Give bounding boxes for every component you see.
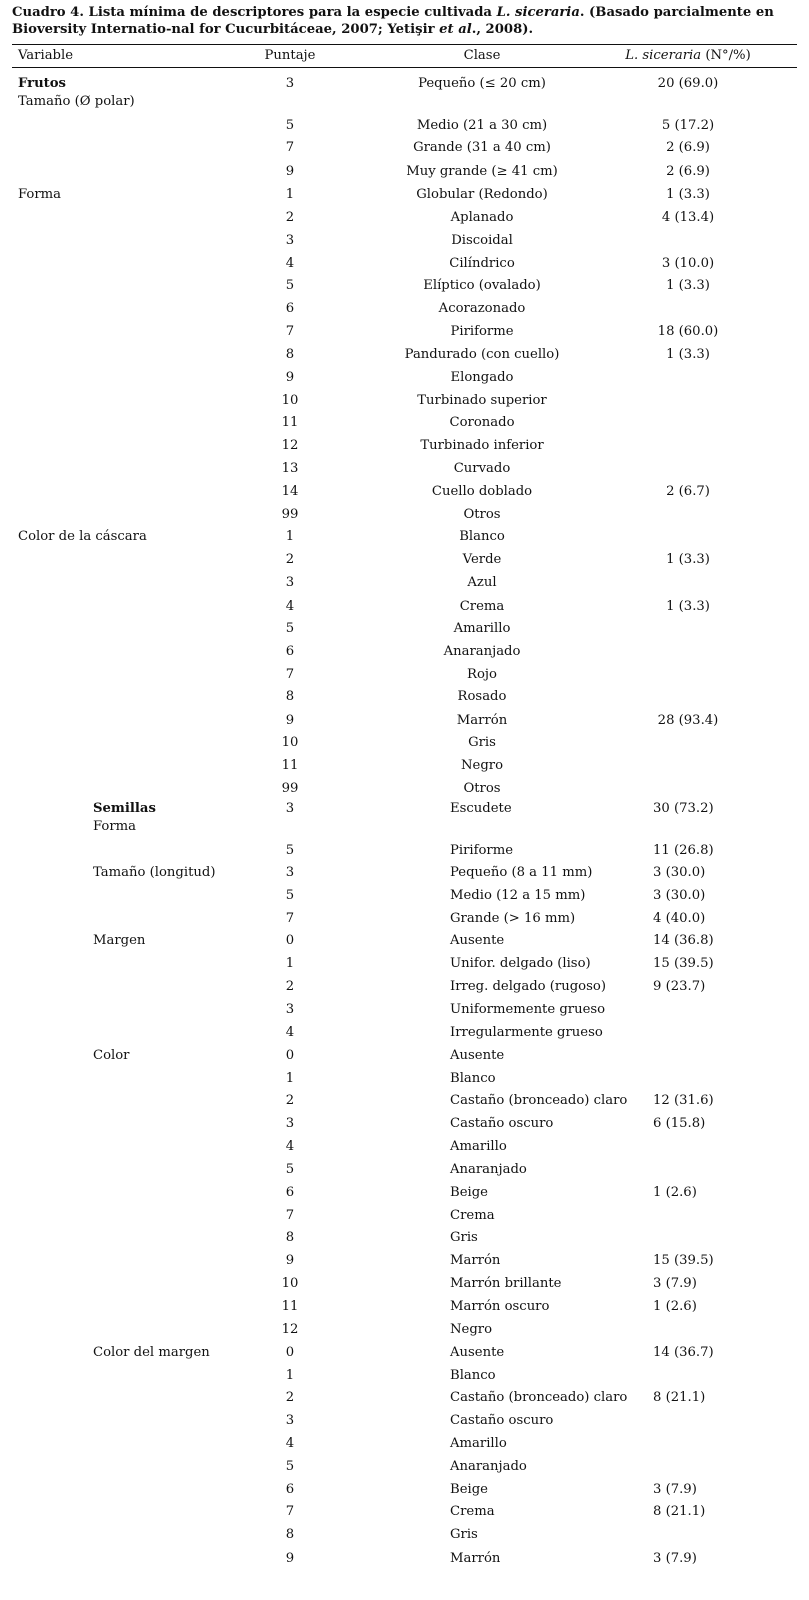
cell-variable: Frutos [18,76,66,91]
table-row [12,911,797,933]
cell-score: 13 [281,461,299,476]
cell-score: 5 [285,621,295,636]
cell-count: 5 (17.2) [661,118,715,133]
cell-class: Marrón [450,1253,501,1268]
table-row [12,256,797,278]
cell-class: Castaño oscuro [450,1116,554,1131]
cell-count: 4 (13.4) [661,210,715,225]
table-row [12,415,797,437]
cell-class: Coronado [449,415,515,430]
cell-class: Irregularmente grueso [450,1025,603,1040]
cell-class: Blanco [450,1368,496,1383]
cell-count: 3 (10.0) [661,256,715,271]
table-row [12,1345,797,1367]
cell-count: 1 (2.6) [653,1185,697,1200]
table-row [12,1436,797,1458]
table-row [12,1025,797,1047]
table-row [12,1504,797,1526]
cell-class: Negro [450,1322,493,1337]
cell-class: Piriforme [450,324,514,339]
header-variable: Variable [18,48,74,63]
cell-score: 11 [281,758,299,773]
cell-count: 1 (3.3) [666,187,710,202]
cell-score: 4 [285,1436,295,1451]
cell-count: 15 (39.5) [653,956,714,971]
table-row [12,1322,797,1344]
cell-class: Globular (Redondo) [416,187,548,202]
header-species-unit: (N°/%) [701,48,751,63]
cell-score: 5 [285,278,295,293]
cell-score: 7 [285,1504,295,1519]
cell-score: 0 [285,933,295,948]
cell-count: 1 (3.3) [666,278,710,293]
cell-score: 2 [285,552,295,567]
table-row [12,1208,797,1230]
cell-class: Medio (12 a 15 mm) [450,888,586,903]
cell-score: 3 [285,801,295,816]
cell-class: Castaño (bronceado) claro [450,1390,628,1405]
table-caption [12,4,802,38]
cell-class: Amarillo [450,1139,507,1154]
cell-class: Otros [463,507,501,522]
cell-class: Rosado [457,689,507,704]
caption-species: L. siceraria [496,5,580,20]
cell-score: 9 [285,1551,295,1566]
cell-count: 3 (7.9) [653,1276,697,1291]
table-row [12,599,797,621]
cell-score: 14 [281,484,299,499]
table-row [12,575,797,597]
table-row [12,461,797,483]
cell-class: Grande (> 16 mm) [450,911,576,926]
cell-class: Gris [450,1527,478,1542]
cell-score: 1 [285,956,295,971]
cell-class: Muy grande (≥ 41 cm) [406,164,558,179]
table-row [12,1116,797,1138]
cell-class: Curvado [453,461,511,476]
cell-score: 4 [285,599,295,614]
table-row [12,438,797,460]
cell-score: 10 [281,393,299,408]
table-row [12,1551,797,1573]
table-row [12,164,797,186]
table-row [12,865,797,887]
table-row [12,888,797,910]
cell-count: 3 (30.0) [653,888,706,903]
table-row [12,1230,797,1252]
cell-score: 7 [285,140,295,155]
cell-score: 8 [285,1527,295,1542]
cell-score: 7 [285,324,295,339]
cell-score: 10 [281,735,299,750]
table-header [12,44,797,68]
table-row [12,76,797,109]
table-row [12,1276,797,1298]
table-row [12,735,797,757]
cell-count: 1 (3.3) [666,347,710,362]
cell-class: Anaranjado [450,1459,527,1474]
caption-middle: . (Basado parcialmente en Bioversity Internatio-nal for Cucurbitáceae, 2007; Yetişir [12,5,774,37]
cell-class: Irreg. delgado (rugoso) [450,979,606,994]
cell-class: Gris [468,735,496,750]
header-class: Clase [463,48,501,63]
cell-class: Crema [459,599,505,614]
cell-score: 2 [285,1093,295,1108]
table-row [12,801,797,834]
cell-variable: Color de la cáscara [18,529,147,544]
cell-class: Anaranjado [450,1162,527,1177]
table-row [12,484,797,506]
cell-variable: Forma [18,187,62,202]
table-row [12,301,797,323]
table-row [12,140,797,162]
cell-variable: Color [93,1048,130,1063]
table-row [12,1071,797,1093]
table-row [12,187,797,209]
cell-score: 0 [285,1345,295,1360]
cell-count: 3 (7.9) [653,1482,697,1497]
cell-score: 4 [285,256,295,271]
cell-score: 3 [285,1116,295,1131]
cell-score: 5 [285,888,295,903]
table-row [12,979,797,1001]
cell-class: Negro [460,758,504,773]
cell-count: 30 (73.2) [653,801,714,816]
cell-class: Otros [463,781,501,796]
table-row [12,1048,797,1070]
cell-count: 3 (7.9) [653,1551,697,1566]
cell-count: 14 (36.7) [653,1345,714,1360]
cell-variable: Semillas [93,801,156,816]
table-row [12,1162,797,1184]
cell-count: 2 (6.9) [666,140,710,155]
table-row [12,1368,797,1390]
cell-score: 9 [285,164,295,179]
cell-class: Discoidal [451,233,513,248]
cell-count: 18 (60.0) [657,324,719,339]
cell-score: 3 [285,1413,295,1428]
cell-count: 1 (2.6) [653,1299,697,1314]
table-row [12,324,797,346]
cell-class: Crema [450,1208,495,1223]
cell-class: Verde [462,552,502,567]
cell-class: Elíptico (ovalado) [423,278,541,293]
cell-score: 9 [285,1253,295,1268]
table-row [12,689,797,711]
cell-variable-sub: Tamaño (Ø polar) [18,94,135,109]
cell-class: Ausente [450,933,505,948]
cell-score: 0 [285,1048,295,1063]
cell-count: 20 (69.0) [657,76,719,91]
cell-class: Rojo [467,667,497,682]
cell-count: 14 (36.8) [653,933,714,948]
cell-class: Marrón oscuro [450,1299,550,1314]
cell-class: Turbinado superior [417,393,547,408]
caption-etal: et al [439,22,472,37]
cell-score: 11 [281,415,299,430]
cell-class: Blanco [459,529,505,544]
table-row [12,529,797,551]
table-row [12,1413,797,1435]
header-score: Puntaje [264,48,316,63]
table-row [12,1299,797,1321]
cell-score: 3 [285,865,295,880]
cell-score: 2 [285,210,295,225]
cell-count: 3 (30.0) [653,865,706,880]
cell-score: 1 [285,1368,295,1383]
cell-score: 99 [281,781,299,796]
cell-score: 1 [285,1071,295,1086]
cell-score: 5 [285,1162,295,1177]
cell-class: Cilíndrico [449,256,515,271]
cell-variable: Color del margen [93,1345,210,1360]
cell-class: Anaranjado [443,644,521,659]
cell-class: Elongado [450,370,514,385]
cell-count: 6 (15.8) [653,1116,706,1131]
cell-score: 12 [281,438,299,453]
cell-class: Gris [450,1230,478,1245]
cell-score: 11 [281,1299,299,1314]
header-species [625,48,750,64]
cell-count: 1 (3.3) [666,552,710,567]
cell-class: Amarillo [450,1436,507,1451]
table-row [12,118,797,140]
caption-prefix: Cuadro 4. Lista mínima de descriptores para la especie cultivada [12,5,497,20]
cell-count: 9 (23.7) [653,979,706,994]
table-row [12,1139,797,1161]
cell-class: Acorazonado [438,301,526,316]
cell-count: 8 (21.1) [653,1390,706,1405]
cell-class: Unifor. delgado (liso) [450,956,591,971]
cell-count: 8 (21.1) [653,1504,706,1519]
cell-score: 6 [285,1482,295,1497]
cell-score: 5 [285,118,295,133]
cell-class: Uniformemente grueso [450,1002,606,1017]
cell-score: 9 [285,370,295,385]
cell-class: Ausente [450,1048,505,1063]
table-row [12,1390,797,1412]
caption-suffix: ., 2008). [471,22,534,37]
table-row [12,1093,797,1115]
cell-count: 2 (6.9) [666,164,710,179]
table-row [12,843,797,865]
cell-score: 8 [285,347,295,362]
cell-variable: Tamaño (longitud) [93,865,216,880]
cell-class: Azul [467,575,497,590]
cell-score: 5 [285,843,295,858]
cell-score: 12 [281,1322,299,1337]
cell-class: Escudete [450,801,512,816]
cell-class: Castaño oscuro [450,1413,554,1428]
cell-count: 15 (39.5) [653,1253,714,1268]
cell-score: 9 [285,713,295,728]
cell-score: 1 [285,529,295,544]
table-row [12,956,797,978]
cell-variable: Margen [93,933,146,948]
cell-class: Blanco [450,1071,496,1086]
cell-count: 11 (26.8) [653,843,714,858]
cell-score: 7 [285,1208,295,1223]
cell-score: 3 [285,76,295,91]
cell-class: Pequeño (≤ 20 cm) [418,76,546,91]
cell-score: 8 [285,689,295,704]
cell-score: 99 [281,507,299,522]
cell-class: Beige [450,1482,488,1497]
cell-score: 3 [285,575,295,590]
cell-class: Medio (21 a 30 cm) [416,118,548,133]
cell-variable-sub: Forma [93,819,137,834]
table-row [12,1459,797,1481]
cell-class: Marrón [456,713,508,728]
cell-class: Marrón brillante [450,1276,562,1291]
cell-class: Crema [450,1504,495,1519]
cell-score: 2 [285,1390,295,1405]
cell-class: Cuello doblado [431,484,533,499]
cell-score: 6 [285,644,295,659]
table-row [12,1482,797,1504]
table-row [12,713,797,735]
table-row [12,667,797,689]
table-row [12,507,797,529]
cell-class: Pandurado (con cuello) [404,347,560,362]
cell-score: 7 [285,911,295,926]
table-row [12,1185,797,1207]
cell-score: 4 [285,1139,295,1154]
cell-score: 6 [285,1185,295,1200]
cell-score: 7 [285,667,295,682]
cell-score: 10 [281,1276,299,1291]
cell-class: Beige [450,1185,488,1200]
table-row [12,1527,797,1549]
table-row [12,233,797,255]
cell-score: 6 [285,301,295,316]
cell-class: Castaño (bronceado) claro [450,1093,628,1108]
table-row [12,393,797,415]
cell-count: 1 (3.3) [666,599,710,614]
table-row [12,1002,797,1024]
table-row [12,644,797,666]
cell-score: 3 [285,233,295,248]
table-row [12,278,797,300]
header-species-name: L. siceraria [625,48,702,63]
cell-class: Turbinado inferior [420,438,544,453]
cell-class: Aplanado [450,210,514,225]
cell-score: 3 [285,1002,295,1017]
table-row [12,621,797,643]
cell-count: 4 (40.0) [653,911,706,926]
table-row [12,758,797,780]
table-row [12,552,797,574]
table-row [12,347,797,369]
table-row [12,1253,797,1275]
cell-class: Pequeño (8 a 11 mm) [450,865,593,880]
table-row [12,370,797,392]
cell-score: 4 [285,1025,295,1040]
cell-count: 28 (93.4) [657,713,719,728]
table-row [12,781,797,803]
table-row [12,933,797,955]
cell-class: Marrón [450,1551,501,1566]
cell-class: Piriforme [450,843,514,858]
cell-count: 12 (31.6) [653,1093,714,1108]
cell-score: 5 [285,1459,295,1474]
cell-count: 2 (6.7) [666,484,710,499]
cell-class: Amarillo [453,621,511,636]
cell-score: 2 [285,979,295,994]
cell-class: Ausente [450,1345,505,1360]
cell-score: 1 [285,187,295,202]
cell-score: 8 [285,1230,295,1245]
table-row [12,210,797,232]
cell-class: Grande (31 a 40 cm) [413,140,551,155]
